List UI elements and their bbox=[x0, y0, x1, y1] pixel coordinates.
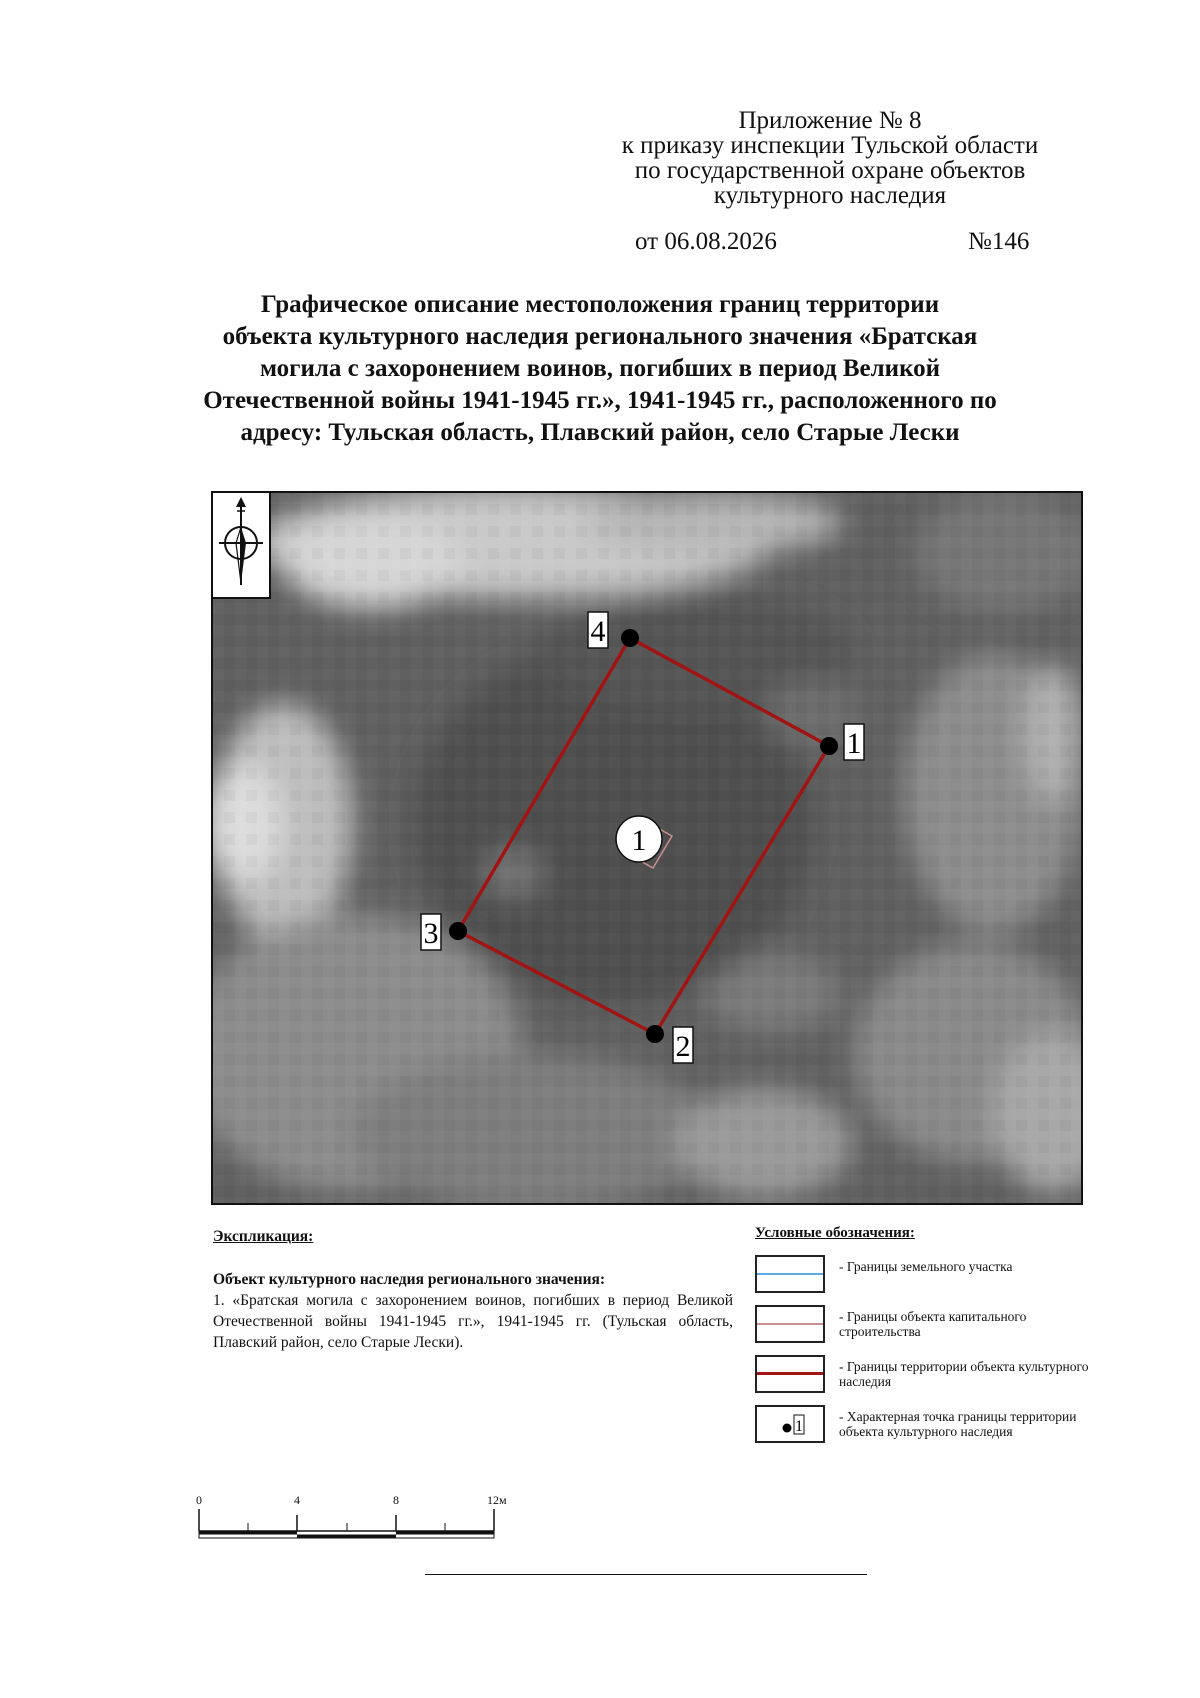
scale-label-12: 12м bbox=[487, 1493, 507, 1507]
legend-text-capital-building: - Границы объекта капитального строительства bbox=[839, 1309, 1027, 1339]
appendix-line-2: по государственной охране объектов bbox=[634, 157, 1026, 184]
legend-text-boundary-point: - Характерная точка границы территории объекта культурного наследия bbox=[839, 1409, 1077, 1439]
appendix-line-1: к приказу инспекции Тульской области bbox=[621, 132, 1039, 159]
point-label-1: 1 bbox=[846, 727, 862, 760]
explication-body: 1. «Братская могила с захоронением воинов, погибших в период Великой Отечественной войны 1941-1945 гг.», 1941-1945 гг. (Тульская область, Плавский район, село Старые Лески). bbox=[213, 1292, 733, 1351]
legend-text-land-parcel: - Границы земельного участка bbox=[839, 1259, 1013, 1274]
explication-heading: Экспликация: bbox=[213, 1228, 314, 1245]
map-frame bbox=[211, 491, 1083, 1205]
boundary-point-4 bbox=[621, 629, 639, 647]
scale-label-4: 4 bbox=[294, 1493, 300, 1507]
document-title bbox=[150, 289, 1050, 449]
footer-rule bbox=[425, 1574, 867, 1575]
legend-item-land-parcel bbox=[755, 1255, 1095, 1305]
order-number: №146 bbox=[968, 228, 1030, 255]
point-label-2: 2 bbox=[675, 1030, 691, 1063]
north-arrow-icon bbox=[213, 493, 269, 597]
title-line-3: могила с захоронением воинов, погибших в период Великой bbox=[259, 355, 941, 382]
legend-text-heritage-boundary: - Границы территории объекта культурного наследия bbox=[839, 1359, 1089, 1389]
legend-symbol-capital-building bbox=[755, 1305, 825, 1343]
order-date: от 06.08.2026 bbox=[635, 228, 777, 255]
explication-subheading: Объект культурного наследия регионального значения: bbox=[213, 1271, 606, 1288]
legend-item-capital-building bbox=[755, 1305, 1095, 1355]
explication-block bbox=[213, 1226, 733, 1353]
appendix-header bbox=[560, 108, 1100, 208]
title-line-4: Отечественной войны 1941-1945 гг.», 1941-1945 гг., расположенного по bbox=[203, 387, 997, 414]
legend-heading: Условные обозначения: bbox=[755, 1225, 915, 1241]
boundary-point-2 bbox=[646, 1025, 664, 1043]
boundary-point-1 bbox=[820, 737, 838, 755]
legend-point-number: 1 bbox=[795, 1418, 803, 1435]
legend-symbol-land-parcel bbox=[755, 1255, 825, 1293]
appendix-number: Приложение № 8 bbox=[738, 107, 922, 134]
legend-item-boundary-point bbox=[755, 1405, 1095, 1455]
scale-label-0: 0 bbox=[196, 1493, 202, 1507]
scale-label-8: 8 bbox=[393, 1493, 399, 1507]
point-label-4: 4 bbox=[590, 615, 606, 648]
scale-bar-graphic bbox=[196, 1507, 506, 1547]
boundary-point-symbol-icon bbox=[757, 1407, 823, 1441]
appendix-line-3: культурного наследия bbox=[713, 182, 947, 209]
object-number-label: 1 bbox=[631, 824, 647, 857]
title-line-1: Графическое описание местоположения границ территории bbox=[260, 291, 940, 318]
boundary-point-3 bbox=[449, 922, 467, 940]
scale-bar bbox=[196, 1493, 506, 1543]
title-line-5: адресу: Тульская область, Плавский район, село Старые Лески bbox=[240, 419, 960, 446]
map-canvas bbox=[213, 493, 1081, 1203]
point-label-3: 3 bbox=[423, 917, 439, 950]
legend-symbol-boundary-point bbox=[755, 1405, 825, 1443]
north-arrow-box bbox=[213, 493, 271, 599]
legend-item-heritage-boundary bbox=[755, 1355, 1095, 1405]
legend-symbol-heritage-boundary bbox=[755, 1355, 825, 1393]
title-line-2: объекта культурного наследия регионального значения «Братская bbox=[222, 323, 978, 350]
legend-block bbox=[755, 1226, 1095, 1455]
